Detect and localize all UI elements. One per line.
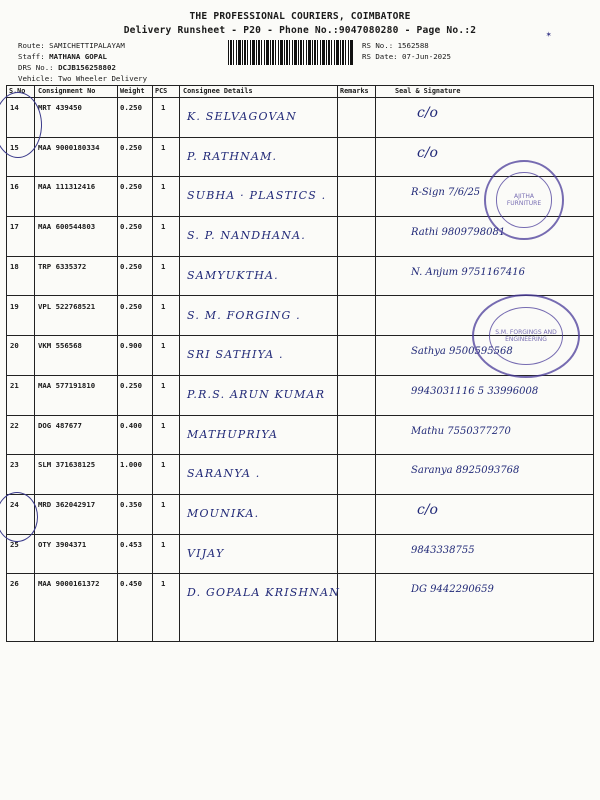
row-consignment-no: OTY 3904371: [38, 539, 87, 549]
row-consignment-no: MAA 577191810: [38, 380, 96, 390]
row-pcs: 1: [161, 222, 166, 232]
stamp-label: AJITHA FURNITURE: [496, 172, 551, 227]
staff-text: [18, 52, 107, 61]
row-consignee: P.R.S. ARUN KUMAR: [187, 387, 326, 401]
corner-mark: ✶: [546, 30, 552, 40]
col-sno: S.No: [9, 87, 26, 95]
row-sno: 18: [10, 261, 19, 271]
row-weight: 0.250: [120, 222, 142, 232]
col-remarks: Remarks: [340, 87, 369, 95]
row-consignee: MOUNIKA.: [187, 507, 260, 520]
row-sno: 22: [10, 420, 19, 430]
table-row: [7, 375, 593, 416]
row-signature: 9943031116 5 33996008: [411, 385, 539, 397]
row-consignment-no: VPL 522768521: [38, 301, 96, 311]
table-row: [7, 573, 593, 613]
row-weight: 0.450: [120, 579, 142, 589]
row-sno: 14: [10, 103, 19, 112]
col-weight: Weight: [120, 87, 145, 95]
row-consignment-no: VKM 556568: [38, 341, 82, 351]
row-signature: c/o: [417, 105, 438, 121]
row-signature: Sathya 9500595568: [411, 346, 513, 358]
row-signature: R-Sign 7/6/25: [411, 187, 481, 199]
route-text: Route: SAMICHETTIPALAYAM: [18, 41, 125, 50]
row-sno: 16: [10, 182, 19, 192]
row-consignment-no: SLM 371638125: [38, 460, 96, 470]
company-title: THE PROFESSIONAL COURIERS, COIMBATORE: [189, 11, 411, 22]
table-row: [7, 454, 593, 495]
row-signature: DG 9442290659: [411, 584, 494, 596]
row-pcs: 1: [161, 460, 166, 470]
row-sno: 24: [10, 500, 19, 509]
row-signature: c/o: [417, 144, 438, 161]
row-signature: c/o: [417, 502, 438, 518]
row-pcs: 1: [161, 261, 166, 271]
row-pcs: 1: [161, 579, 166, 589]
row-consignee: SRI SATHIYA .: [187, 348, 284, 362]
row-pcs: 1: [161, 500, 166, 509]
row-sno: 23: [10, 460, 19, 470]
row-pcs: 1: [161, 301, 166, 311]
col-seal-signature: Seal & Signature: [395, 87, 461, 95]
row-pcs: 1: [161, 103, 166, 112]
row-weight: 1.000: [120, 460, 142, 470]
table-row: [7, 256, 593, 297]
row-consignee: P. RATHNAM.: [187, 149, 278, 163]
col-pcs: PCS: [155, 87, 168, 95]
row-weight: 0.250: [120, 103, 142, 112]
row-consignment-no: MAA 600544803: [38, 222, 96, 232]
row-consignment-no: MAA 111312416: [38, 182, 96, 192]
row-weight: 0.900: [120, 341, 142, 351]
rs-date: RS Date: 07-Jun-2025: [362, 52, 451, 61]
row-signature: Mathu 7550377270: [411, 425, 511, 437]
row-weight: 0.453: [120, 539, 142, 549]
barcode: [228, 40, 353, 65]
furniture-stamp: [484, 160, 564, 240]
row-consignee: MATHUPRIYA: [187, 427, 279, 441]
row-consignee: S. M. FORGING .: [187, 308, 301, 322]
row-signature: Rathi 9809798081: [411, 227, 506, 239]
row-weight: 0.250: [120, 261, 142, 271]
row-sno: 17: [10, 222, 19, 232]
row-pcs: 1: [161, 420, 166, 430]
row-consignee: D. GOPALA KRISHNAN: [187, 586, 341, 600]
row-consignment-no: MAA 9000161372: [38, 579, 100, 589]
runsheet-subtitle: Delivery Runsheet - P20 - Phone No.:9047080280 - Page No.:2: [123, 25, 477, 36]
row-signature: 9843338755: [411, 544, 475, 556]
row-consignee: VIJAY: [187, 546, 225, 560]
row-consignee: SAMYUKTHA.: [187, 268, 279, 282]
row-weight: 0.250: [120, 301, 142, 311]
row-signature: Saranya 8925093768: [411, 465, 520, 477]
table-row: [7, 534, 593, 575]
drs-label: DRS No.:: [18, 63, 54, 72]
row-consignee: SARANYA .: [187, 467, 261, 481]
row-weight: 0.350: [120, 500, 142, 509]
table-row: [7, 494, 593, 535]
row-weight: 0.250: [120, 380, 142, 390]
vehicle-text: Vehicle: Two Wheeler Delivery: [18, 74, 148, 83]
row-consignment-no: TRP 6335372: [38, 261, 87, 271]
row-consignee: K. SELVAGOVAN: [187, 110, 297, 123]
row-pcs: 1: [161, 341, 166, 351]
row-sno: 19: [10, 301, 19, 311]
row-consignment-no: MRT 439450: [38, 103, 82, 112]
row-sno: 20: [10, 341, 19, 351]
row-sno: 25: [10, 539, 19, 549]
row-signature: N. Anjum 9751167416: [411, 266, 525, 278]
row-pcs: 1: [161, 539, 166, 549]
row-sno: 26: [10, 579, 19, 589]
row-weight: 0.250: [120, 182, 142, 192]
row-pcs: 1: [161, 142, 166, 152]
col-consignment: Consignment No: [38, 87, 96, 95]
row-pcs: 1: [161, 182, 166, 192]
row-pcs: 1: [161, 380, 166, 390]
rs-number: RS No.: 1562588: [362, 41, 429, 50]
col-consignee: Consignee Details: [183, 87, 253, 95]
staff-value: MATHANA GOPAL: [49, 52, 108, 61]
row-consignee: SUBHA · PLASTICS .: [187, 189, 327, 203]
staff-label: Staff:: [18, 52, 45, 61]
table-row: [7, 415, 593, 456]
drs-value: DCJB156258802: [58, 63, 116, 72]
row-weight: 0.250: [120, 142, 142, 152]
row-consignment-no: DOG 487677: [38, 420, 82, 430]
row-sno: 21: [10, 380, 19, 390]
forging-stamp: [472, 294, 580, 378]
row-consignment-no: MAA 9000180334: [38, 142, 100, 152]
table-row: [7, 97, 593, 138]
row-sno: 15: [10, 142, 19, 152]
row-consignee: S. P. NANDHANA.: [187, 229, 306, 243]
stamp-label: S.M. FORGINGS AND ENGINEERING: [489, 307, 564, 365]
row-consignment-no: MRD 362042917: [38, 500, 96, 509]
drs-text: [18, 63, 116, 72]
row-weight: 0.400: [120, 420, 142, 430]
